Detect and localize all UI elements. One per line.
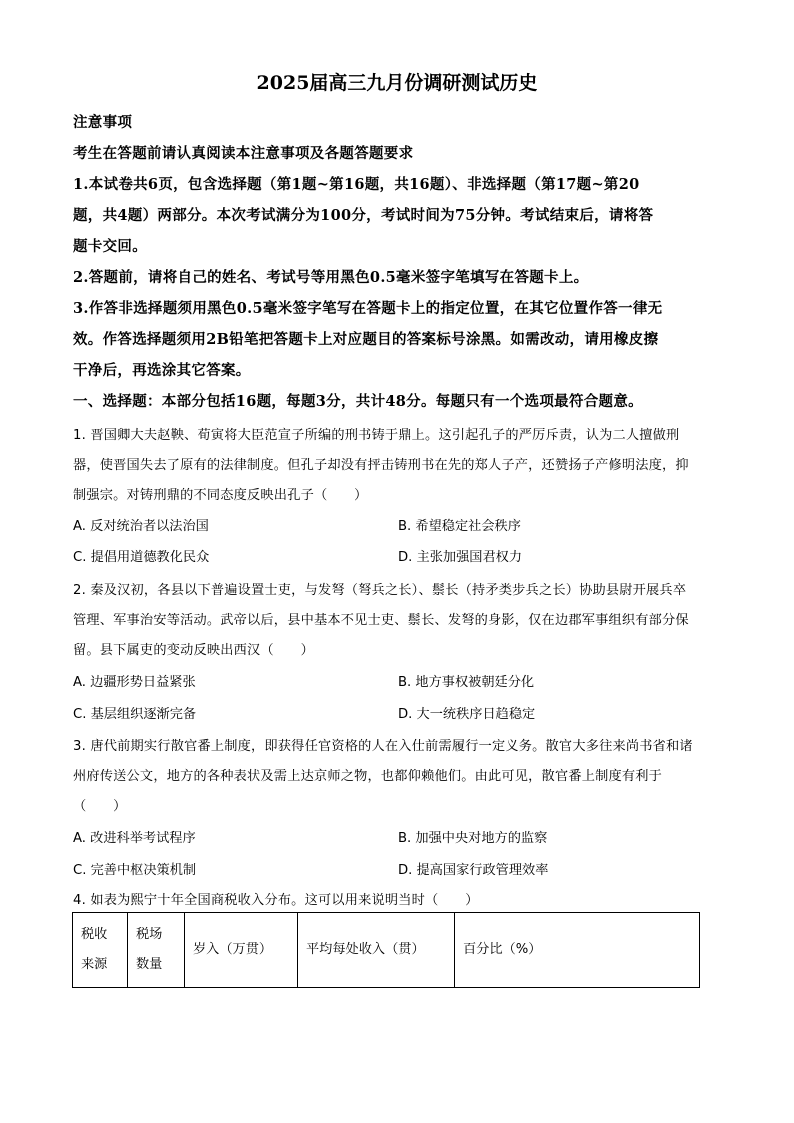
header-text: 数量 [136,957,163,972]
header-text: 税收 [81,927,108,942]
notice-line: 2.答题前，请将自己的姓名、考试号等用黑色0.5毫米签字笔填写在答题卡上。 [73,269,589,286]
q2-option-c: C. 基层组织逐渐完备 [73,707,197,722]
q1-option-a: A. 反对统治者以法治国 [73,519,209,534]
question-2-text: 管理、军事治安等活动。武帝以后，县中基本不见士吏、鬃长、发弩的身影，仅在边郡军事组织有部分保 [73,613,689,628]
tax-table [72,912,700,988]
q1-option-b: B. 希望稳定社会秩序 [398,519,521,534]
question-3-text: （ ） [73,799,127,814]
question-1-text: 制强宗。对铸刑鼎的不同态度反映出孔子（ ） [73,488,368,503]
question-1-text: 器，使晋国失去了原有的法律制度。但孔子却没有抨击铸刑书在先的郑人子产，还赞扬子产修明法度，抑 [73,458,689,473]
q1-option-c: C. 提倡用道德教化民众 [73,550,210,565]
q3-option-b: B. 加强中央对地方的监察 [398,831,548,846]
q3-option-a: A. 改进科举考试程序 [73,831,196,846]
question-3-text: 3. 唐代前期实行散官番上制度，即获得任官资格的人在入仕前需履行一定义务。散官大多往来尚书省和诸 [73,739,693,754]
header-tax-source [73,913,128,988]
q1-option-d: D. 主张加强国君权力 [398,550,523,565]
q2-option-b: B. 地方事权被朝廷分化 [398,675,535,690]
header-annual-income [185,913,298,988]
header-text: 岁入（万贯） [193,942,273,957]
notice-line: 考生在答题前请认真阅读本注意事项及各题答题要求 [73,145,414,162]
notice-line: 3.作答非选择题须用黑色0.5毫米签字笔写在答题卡上的指定位置，在其它位置作答一律无 [73,300,663,317]
header-text: 百分比（%） [463,942,542,957]
header-text: 税场 [136,927,163,942]
notice-line: 干净后，再选涂其它答案。 [73,362,251,379]
q3-option-d: D. 提高国家行政管理效率 [398,863,549,878]
notice-line: 1.本试卷共6页，包含选择题（第1题~第16题，共16题）、非选择题（第17题~第20 [73,176,640,193]
section-heading: 一、选择题：本部分包括16题，每题3分，共计48分。每题只有一个选项最符合题意。 [73,393,643,410]
header-text: 平均每处收入（贯） [306,942,425,957]
q3-option-c: C. 完善中枢决策机制 [73,863,197,878]
question-4-text: 4. 如表为熙宁十年全国商税收入分布。这可以用来说明当时（ ） [73,893,479,908]
notice-line: 题卡交回。 [73,238,147,255]
header-text: 来源 [81,957,108,972]
q2-option-a: A. 边疆形势日益紧张 [73,675,196,690]
exam-title: 2025届高三九月份调研测试历史 [256,72,538,94]
question-2-text: 留。县下属吏的变动反映出西汉（ ） [73,643,314,658]
q2-option-d: D. 大一统秩序日趋稳定 [398,707,536,722]
notice-heading: 注意事项 [73,114,133,131]
question-3-text: 州府传送公文，地方的各种表状及需上达京师之物，也都仰赖他们。由此可见，散官番上制度有利于 [73,769,663,784]
header-percentage [455,913,700,988]
table-header-row [73,913,700,988]
header-tax-site-count [128,913,185,988]
notice-line: 题，共4题）两部分。本次考试满分为100分，考试时间为75分钟。考试结束后，请将答 [73,207,654,224]
notice-line: 效。作答选择题须用2B铅笔把答题卡上对应题目的答案标号涂黑。如需改动，请用橡皮擦 [73,331,659,348]
question-1-text: 1. 晋国卿大夫赵鞅、荀寅将大臣范宣子所编的刑书铸于鼎上。这引起孔子的严厉斥责，认为二人擅做刑 [73,428,680,443]
header-average-income [298,913,455,988]
question-2-text: 2. 秦及汉初，各县以下普遍设置士吏，与发弩（弩兵之长）、鬃长（持矛类步兵之长）协助县尉开展兵卒 [73,583,687,598]
